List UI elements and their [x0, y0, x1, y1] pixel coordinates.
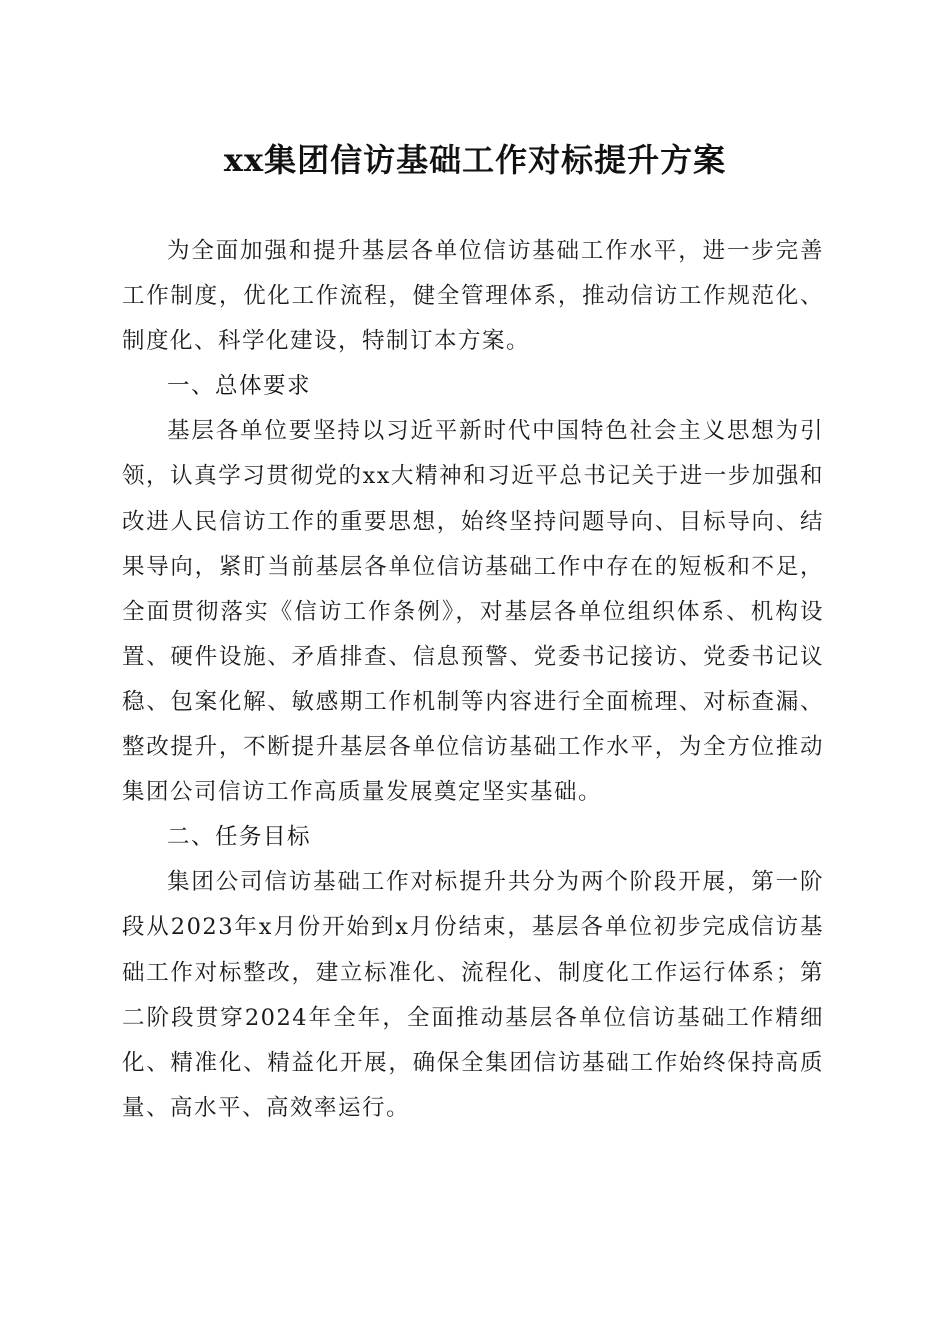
section-heading-general-requirements: 一、总体要求	[167, 373, 312, 400]
section-heading-task-goals: 二、任务目标	[167, 824, 312, 851]
section-body-task-goals: 集团公司信访基础工作对标提升共分为两个阶段开展，第一阶段从2023年x月份开始到x月份结束，基层各单位初步完成信访基础工作对标整改，建立标准化、流程化、制度化工作运行体系；第二阶段贯穿2024年全年，全面推动基层各单位信访基础工作精细化、精准化、精益化开展，确保全集团信访基础工作始终保持高质量、高水平、高效率运行。	[122, 869, 824, 1121]
intro-paragraph: 为全面加强和提升基层各单位信访基础工作水平，进一步完善工作制度，优化工作流程，健全管理体系，推动信访工作规范化、制度化、科学化建设，特制订本方案。	[122, 238, 824, 355]
document-title: xx集团信访基础工作对标提升方案	[223, 141, 727, 179]
section-body-general-requirements: 基层各单位要坚持以习近平新时代中国特色社会主义思想为引领，认真学习贯彻党的xx大精神和习近平总书记关于进一步加强和改进人民信访工作的重要思想，始终坚持问题导向、目标导向、结果导向，紧盯当前基层各单位信访基础工作中存在的短板和不足，全面贯彻落实《信访工作条例》，对基层各单位组织体系、机构设置、硬件设施、矛盾排查、信息预警、党委书记接访、党委书记议稳、包案化解、敏感期工作机制等内容进行全面梳理、对标查漏、整改提升，不断提升基层各单位信访基础工作水平，为全方位推动集团公司信访工作高质量发展奠定坚实基础。	[122, 418, 824, 806]
document-body	[122, 229, 824, 1131]
